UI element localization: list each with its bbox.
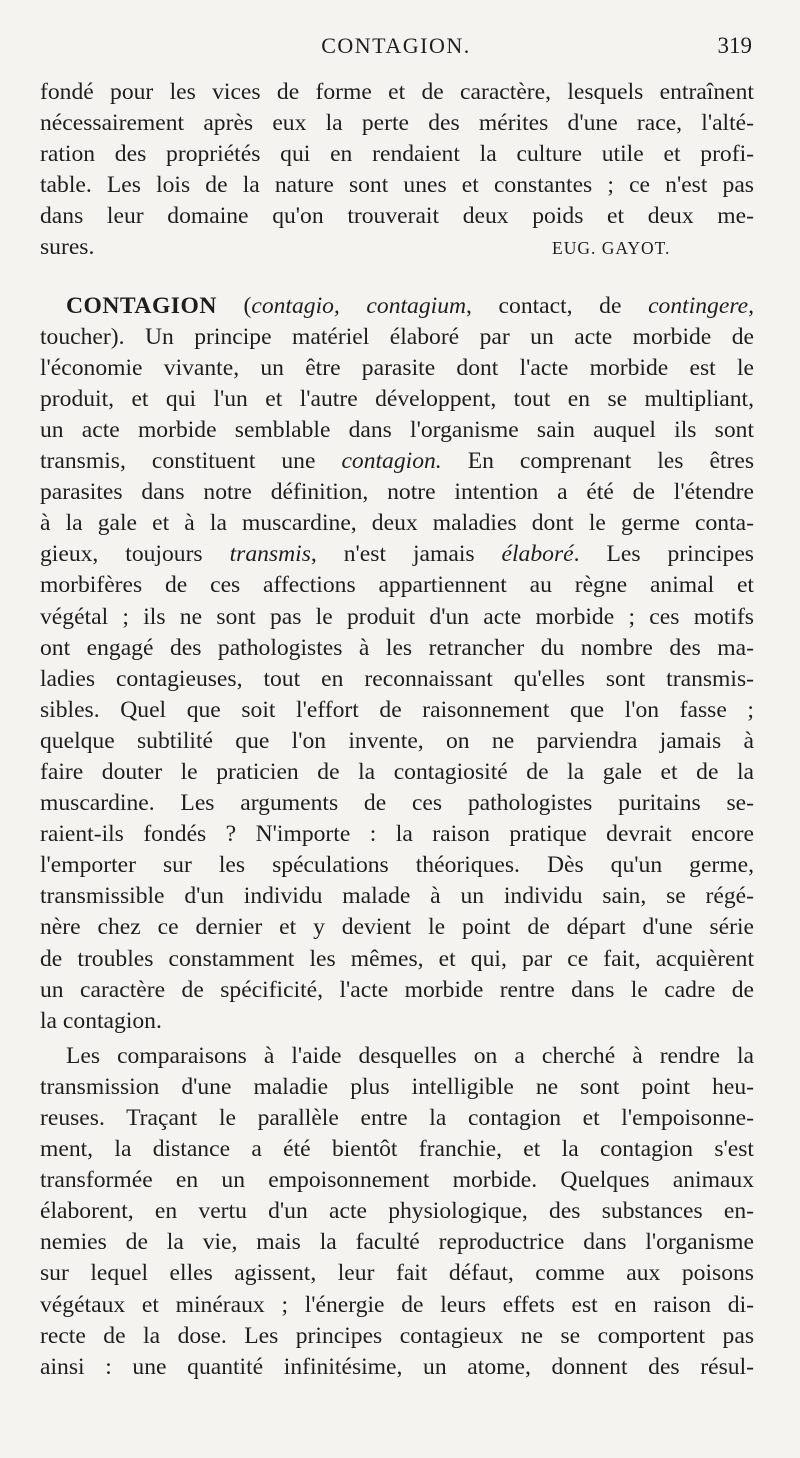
text-line: raient-ils fondés ? N'importe : la raison pratique devrait encore (40, 821, 754, 848)
text-line (40, 232, 754, 263)
italic-term: contagion. (341, 448, 442, 475)
text-line (40, 446, 754, 477)
text-line (40, 539, 754, 570)
article-separator (40, 264, 754, 291)
text-line: élaborent, en vertu d'un acte physiologique, des substances en- (40, 1198, 754, 1225)
text-line: sur lequel elles agissent, leur fait défaut, comme aux poisons (40, 1260, 754, 1287)
text-line: quelque subtilité que l'on invente, on ne parviendra jamais à (40, 727, 754, 754)
text-line: ment, la distance a été bientôt franchie, et la contagion s'est (40, 1136, 754, 1163)
text-line: parasites dans notre définition, notre intention a été de l'étendre (40, 479, 754, 506)
text-line: morbifères de ces affections appartiennent au règne animal et (40, 572, 754, 599)
text-line: végétal ; ils ne sont pas le produit d'un acte morbide ; ces motifs (40, 603, 754, 630)
text-line: un caractère de spécificité, l'acte morbide rentre dans le cadre de (40, 976, 754, 1003)
text-line (40, 291, 754, 322)
running-head: CONTAGION. (321, 33, 471, 58)
etymology-latin: contagio, contagium (251, 292, 467, 319)
text-fragment: ( (216, 292, 252, 319)
text-fragment: gieux, toujours (40, 541, 230, 568)
italic-term: transmis (229, 541, 311, 568)
text-line: muscardine. Les arguments de ces pathologistes puritains se- (40, 790, 754, 817)
text-line: recte de la dose. Les principes contagieux ne se comportent pas (40, 1322, 754, 1349)
etymology-latin-verb: contingere, (648, 292, 754, 319)
text-line: l'emporter sur les spéculations théoriques. Dès qu'un germe, (40, 852, 754, 879)
page-number: 319 (717, 33, 752, 58)
text-line: à la gale et à la muscardine, deux maladies dont le germe conta- (40, 510, 754, 537)
text-line: toucher). Un principe matériel élaboré par un acte morbide de (40, 323, 754, 350)
text-line: produit, et qui l'un et l'autre développent, tout en se multipliant, (40, 385, 754, 412)
italic-term: élaboré (501, 541, 574, 568)
text-line: la contagion. (40, 1007, 162, 1034)
text-line: Les comparaisons à l'aide desquelles on a cherché à rendre la (66, 1042, 754, 1069)
text-line: ration des propriétés qui en rendaient la culture utile et profi- (40, 141, 754, 168)
text-fragment: , contact, de (466, 292, 649, 319)
text-line: reuses. Traçant le parallèle entre la contagion et l'empoisonne- (40, 1105, 754, 1131)
text-fragment: , n'est jamais (310, 541, 502, 568)
text-fragment: . Les principes (573, 541, 754, 568)
text-line: transformée en un empoisonnement morbide. Quelques animaux (40, 1167, 754, 1194)
text-line: ont engagé des pathologistes à les retrancher du nombre des ma- (40, 634, 754, 661)
text-line: végétaux et minéraux ; l'énergie de leurs effets est en raison di- (40, 1291, 754, 1318)
text-line: dans leur domaine qu'on trouverait deux poids et deux me- (40, 203, 754, 230)
text-line: faire douter le praticien de la contagiosité de la gale et de la (40, 758, 754, 785)
text-line: sibles. Quel que soit l'effort de raisonnement que l'on fasse ; (40, 696, 754, 723)
page-header (40, 30, 752, 62)
text-fragment: sures. (40, 234, 95, 261)
author-signature: EUG. GAYOT. (552, 238, 671, 259)
text-fragment: transmis, constituent une (40, 448, 342, 475)
article-headword: CONTAGION (66, 292, 217, 319)
text-line: nécessairement après eux la perte des mérites d'une race, l'alté- (40, 110, 754, 137)
text-line: de troubles constamment les mêmes, et qui, par ce fait, acquièrent (40, 945, 754, 972)
text-line: ainsi : une quantité infinitésime, un atome, donnent des résul- (40, 1353, 754, 1380)
text-line: l'économie vivante, un être parasite dont l'acte morbide est le (40, 354, 754, 381)
text-line: fondé pour les vices de forme et de caractère, lesquels entraînent (40, 79, 754, 105)
text-line: ladies contagieuses, tout en reconnaissant qu'elles sont transmis- (40, 665, 754, 692)
text-line: nemies de la vie, mais la faculté reproductrice dans l'organisme (40, 1229, 754, 1256)
text-line: un acte morbide semblable dans l'organisme sain auquel ils sont (40, 416, 754, 443)
previous-article-ending (40, 77, 754, 264)
text-line: nère chez ce dernier et y devient le point de départ d'une série (40, 914, 754, 941)
text-line: transmissible d'un individu malade à un individu sain, se régé- (40, 883, 754, 910)
page-text (40, 77, 754, 1383)
text-fragment: En comprenant les êtres (441, 448, 754, 475)
text-line: table. Les lois de la nature sont unes et constantes ; ce n'est pas (40, 172, 754, 199)
article-contagion (40, 291, 754, 1383)
text-line: transmission d'une maladie plus intelligible ne sont point heu- (40, 1073, 754, 1100)
